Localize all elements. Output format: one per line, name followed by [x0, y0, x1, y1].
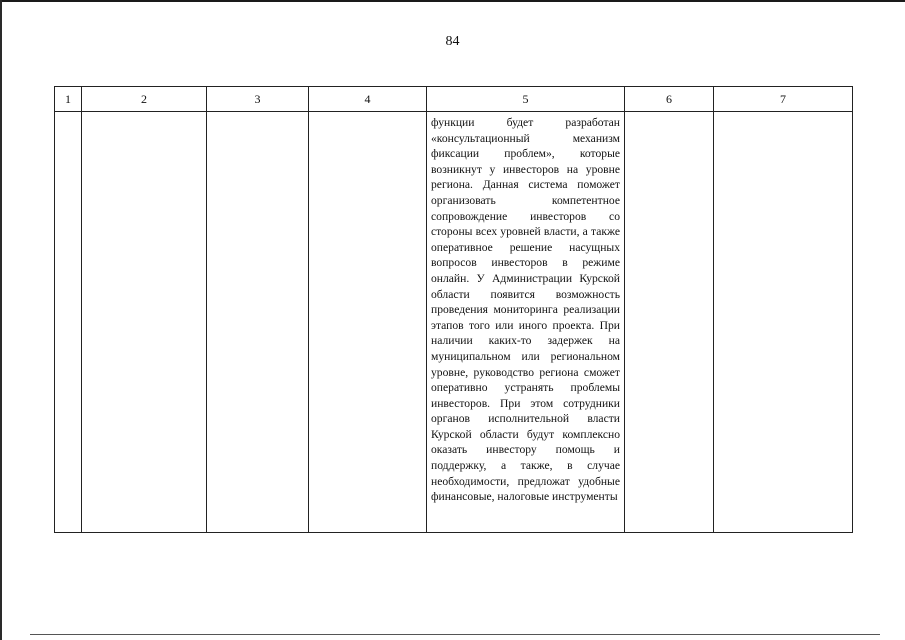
- table-row: [55, 112, 853, 533]
- table-header-row: [55, 87, 853, 112]
- scan-left-edge: [0, 0, 2, 640]
- table-cell-col1: [55, 112, 82, 533]
- table-cell-col4: [309, 112, 427, 533]
- table-cell-col6: [625, 112, 714, 533]
- column-header-5: 5: [427, 87, 625, 112]
- column-header-4: 4: [309, 87, 427, 112]
- column-header-1: 1: [55, 87, 82, 112]
- column-header-3: 3: [207, 87, 309, 112]
- column-header-7: 7: [714, 87, 853, 112]
- table-cell-col5: [427, 112, 625, 533]
- document-table: [54, 86, 853, 533]
- page-number: 84: [445, 34, 460, 49]
- cell-text-col5: функции будет разработан «консультационный механизм фиксации проблем», которые возникнут у инвесторов на уровне региона. Данная система поможет организовать компетентное сопровождение инвесторов со стороны всех уровней власти, а также оперативное решение насущных вопросов инвесторов в режиме онлайн. У Администрации Курской области появится возможность проведения мониторинга реализации этапов того или иного проекта. При наличии каких-то задержек на муниципальном или региональном уровне, руководство региона сможет оперативно устранять проблемы инвесторов. При этом сотрудники органов исполнительной власти Курской области будут комплексно оказать инвестору помощь и поддержку, а также, в случае необходимости, предложат удобные финансовые, налоговые инструменты: [431, 116, 620, 504]
- scan-bottom-edge: [30, 634, 880, 635]
- table-cell-col7: [714, 112, 853, 533]
- column-header-6: 6: [625, 87, 714, 112]
- scan-top-edge: [0, 0, 905, 2]
- column-header-2: 2: [82, 87, 207, 112]
- table-cell-col3: [207, 112, 309, 533]
- table-cell-col2: [82, 112, 207, 533]
